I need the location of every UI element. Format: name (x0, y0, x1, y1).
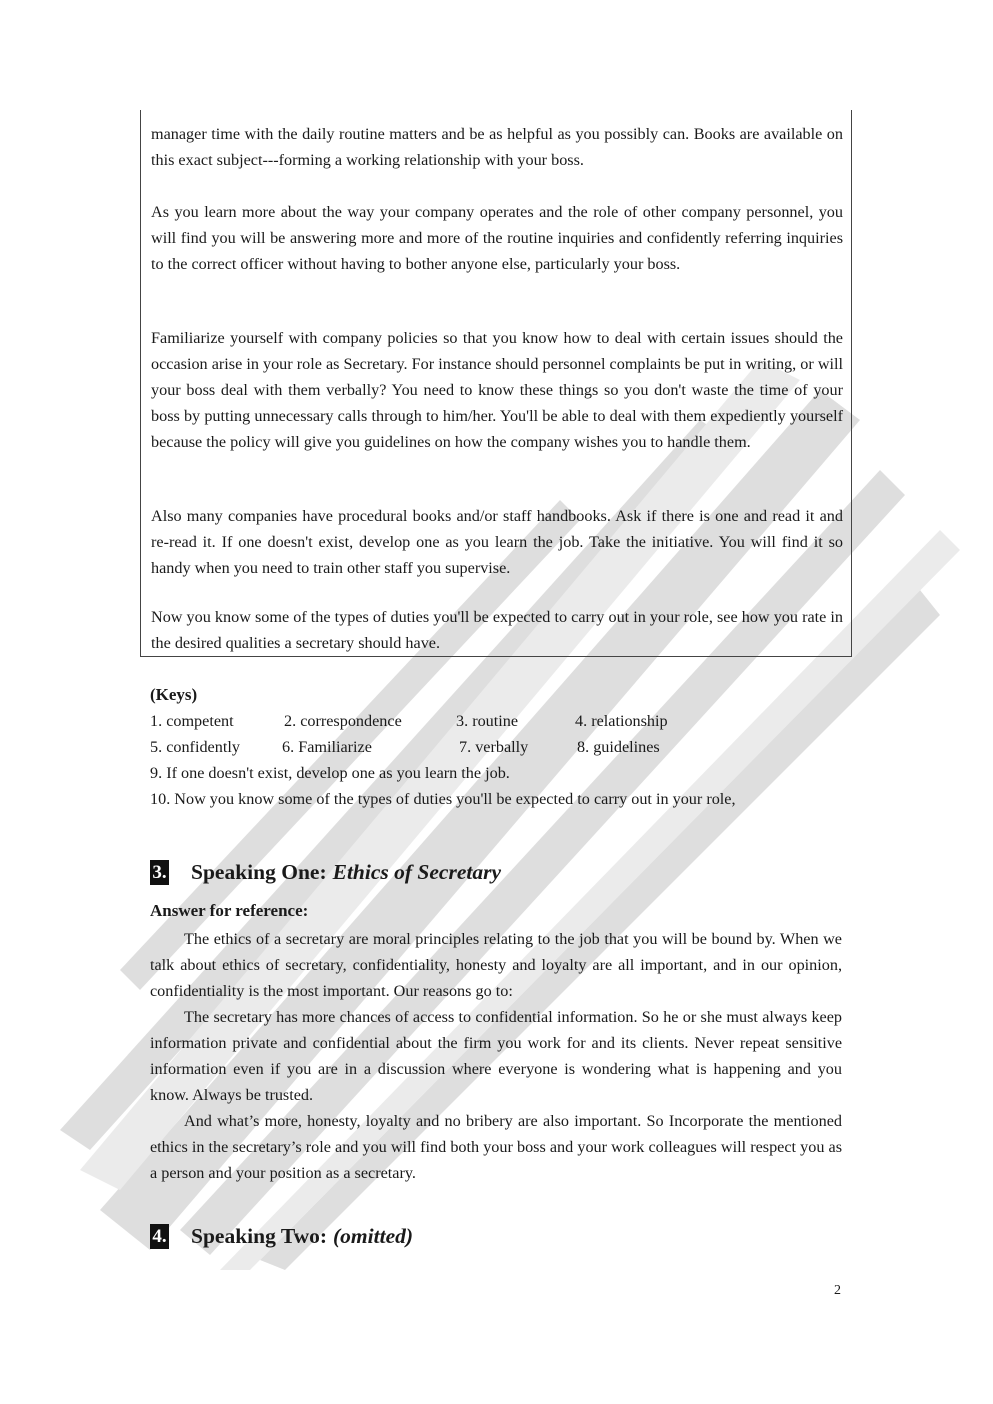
section-title: Speaking Two: (191, 1224, 328, 1248)
keys-section (150, 682, 850, 812)
keys-title: (Keys) (150, 685, 198, 704)
key-item: 5. confidently (150, 738, 240, 756)
key-item: 9. If one doesn't exist, develop one as you learn the job. (150, 764, 510, 782)
section-heading-4 (150, 1224, 413, 1249)
key-item: 8. guidelines (577, 738, 660, 756)
passage-paragraph: Familiarize yourself with company policies so that you know how to deal with certain issues should the occasion arise in your role as Secretary. For instance should personnel complaints be put in writing, or will your boss deal with them verbally? You need to know these things so you don't waste the time of your boss by putting unnecessary calls through to him/her. You'll be able to deal with them expediently yourself because the policy will give you guidelines on how the company wishes you to handle them. (151, 329, 843, 451)
keys-row (150, 708, 850, 734)
answer-paragraph: And what’s more, honesty, loyalty and no bribery are also important. So Incorporate the mentioned ethics in the secretary’s role and you will find both your boss and your work colleagues will respect you as a person and your position as a secretary. (150, 1112, 842, 1182)
answer-body (150, 926, 842, 1186)
answer-paragraph: The secretary has more chances of access to confidential information. So he or she must always keep information private and confidential about the firm you work for and its clients. Never repeat sensitive information even if you are in a discussion where everyone is wondering what is happening and you know. Always be trusted. (150, 1008, 842, 1104)
key-item: 3. routine (456, 712, 519, 730)
key-item: 6. Familiarize (282, 738, 372, 756)
section-title: Speaking One: (191, 860, 327, 884)
passage-box (140, 110, 852, 657)
key-item: 1. competent (150, 712, 234, 730)
key-item: 7. verbally (459, 738, 529, 756)
section-number: 4. (150, 1224, 169, 1249)
passage-paragraph: manager time with the daily routine matters and be as helpful as you possibly can. Books are available on this exact subject---forming a working relationship with your boss. (151, 125, 843, 169)
key-item: 2. correspondence (284, 712, 402, 730)
section-number: 3. (150, 860, 169, 885)
passage-paragraph: Now you know some of the types of duties you'll be expected to carry out in your role, see how you rate in the desired qualities a secretary should have. (151, 608, 843, 652)
section-heading-3 (150, 860, 501, 885)
key-item: 4. relationship (575, 712, 668, 730)
section-subtitle: (omitted) (333, 1224, 414, 1248)
passage-paragraph: Also many companies have procedural books and/or staff handbooks. Ask if there is one and read it and re-read it. If one doesn't exist, develop one as you learn the job. Take the initiative. You will find it so handy when you need to train other staff you supervise. (151, 507, 843, 577)
answer-title: Answer for reference: (150, 901, 309, 920)
keys-row (150, 734, 850, 760)
page-number: 2 (834, 1283, 841, 1298)
section-subtitle: Ethics of Secretary (332, 860, 502, 884)
passage-paragraph: As you learn more about the way your company operates and the role of other company personnel, you will find you will be answering more and more of the routine inquiries and confidently referring inquiries to the correct officer without having to bother anyone else, particularly your boss. (151, 203, 843, 273)
key-item: 10. Now you know some of the types of duties you'll be expected to carry out in your role, (150, 790, 736, 808)
answer-paragraph: The ethics of a secretary are moral principles relating to the job that you will be bound by. When we talk about ethics of secretary, confidentiality, honesty and loyalty are all important, and in our opinion, confidentiality is the most important. Our reasons go to: (150, 930, 842, 1000)
